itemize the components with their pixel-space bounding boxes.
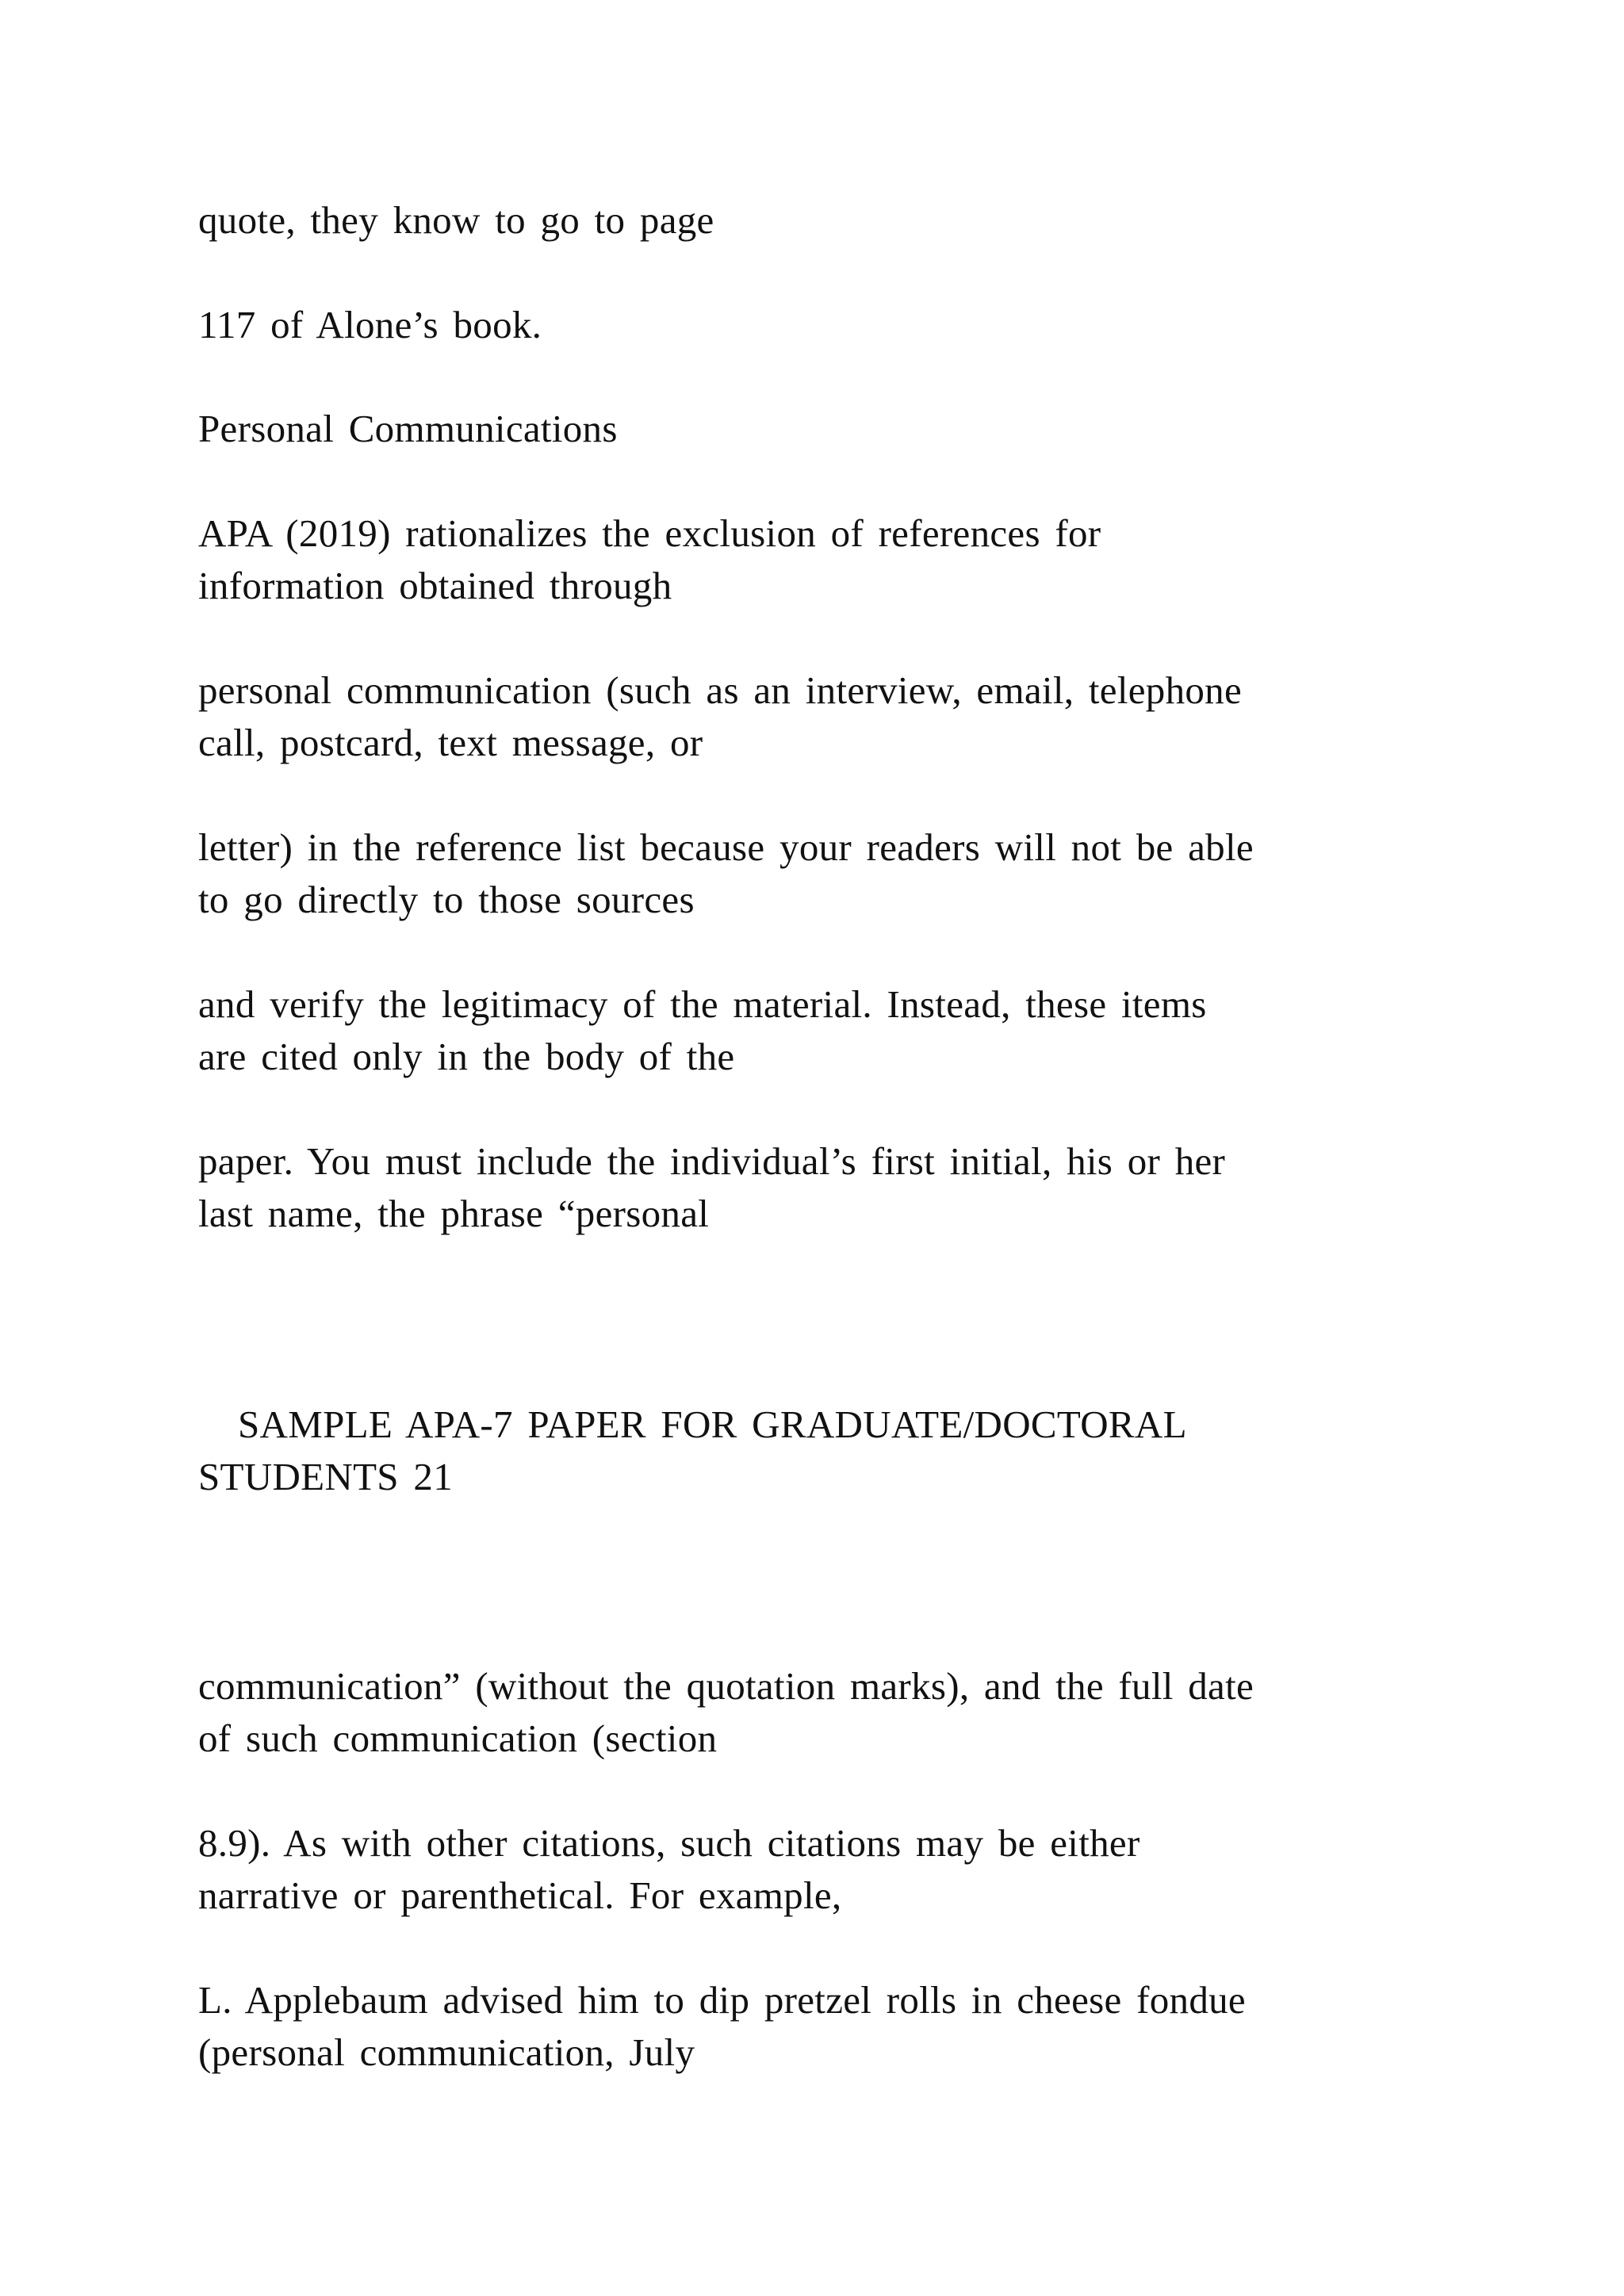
- paragraph-5: [198, 664, 1530, 769]
- running-header-line: SAMPLE APA-7 PAPER FOR GRADUATE/DOCTORAL: [238, 1402, 1187, 1446]
- text-line: letter) in the reference list because your readers will not be able: [198, 825, 1254, 869]
- paragraph-1: [198, 194, 1530, 247]
- paragraph-4: [198, 507, 1530, 612]
- text-line: personal communication (such as an interview, email, telephone: [198, 668, 1243, 712]
- text-line: to go directly to those sources: [198, 878, 695, 921]
- text-line: call, postcard, text message, or: [198, 721, 703, 764]
- text-line: information obtained through: [198, 564, 672, 607]
- paragraph-6: [198, 821, 1530, 926]
- section-heading-personal-communications: [198, 403, 1530, 455]
- text-line: 117 of Alone’s book.: [198, 303, 542, 346]
- text-line: paper. You must include the individual’s first initial, his or her: [198, 1139, 1226, 1183]
- running-header-line: STUDENTS 21: [198, 1455, 454, 1498]
- paragraph-10: [198, 1817, 1530, 1922]
- text-line: narrative or parenthetical. For example,: [198, 1873, 842, 1917]
- text-line: L. Applebaum advised him to dip pretzel rolls in cheese fondue: [198, 1978, 1246, 2022]
- paragraph-8: [198, 1135, 1530, 1240]
- text-line: 8.9). As with other citations, such citations may be either: [198, 1821, 1140, 1865]
- text-line: (personal communication, July: [198, 2030, 695, 2074]
- text-line: last name, the phrase “personal: [198, 1192, 710, 1235]
- paragraph-9: [198, 1660, 1530, 1765]
- running-header: [198, 1399, 1530, 1503]
- paragraph-11: [198, 1974, 1530, 2079]
- text-line: Personal Communications: [198, 407, 618, 450]
- text-line: APA (2019) rationalizes the exclusion of references for: [198, 511, 1101, 555]
- text-line: of such communication (section: [198, 1716, 718, 1760]
- paragraph-2: [198, 299, 1530, 351]
- text-line: quote, they know to go to page: [198, 198, 714, 242]
- text-line: and verify the legitimacy of the material. Instead, these items: [198, 982, 1207, 1026]
- paragraph-7: [198, 978, 1530, 1083]
- text-line: are cited only in the body of the: [198, 1035, 735, 1078]
- text-line: communication” (without the quotation marks), and the full date: [198, 1664, 1254, 1708]
